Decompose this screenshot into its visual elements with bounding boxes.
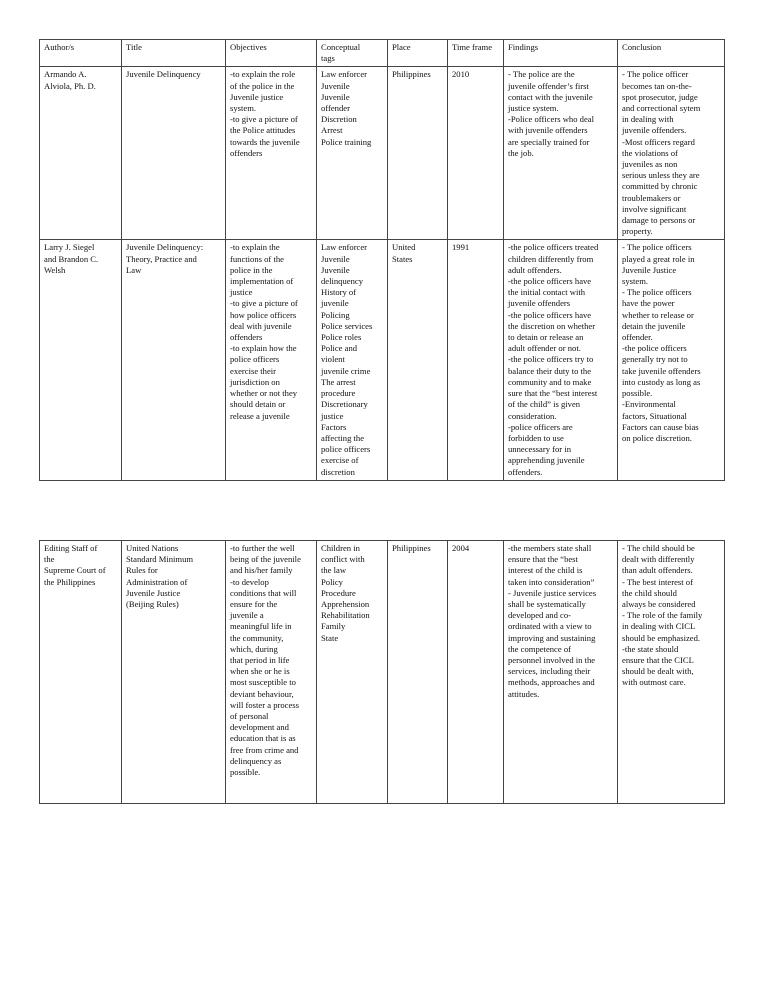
header-findings: Findings	[504, 40, 618, 67]
cell-author: Editing Staff of the Supreme Court of the Philippines	[40, 541, 122, 804]
table-header-row	[40, 40, 725, 67]
cell-tags: Children in conflict with the law Policy Procedure Apprehension Rehabilitation Family State	[317, 541, 388, 804]
cell-title: Juvenile Delinquency	[122, 67, 226, 240]
cell-title: United Nations Standard Minimum Rules for Administration of Juvenile Justice (Beijing Rules)	[122, 541, 226, 804]
header-conclusion: Conclusion	[618, 40, 725, 67]
cell-objectives: -to explain the functions of the police in the implementation of justice -to give a picture of how police officers deal with juvenile offenders -to explain how the police officers exercise their jurisdiction on whether or not they should detain or release a juvenile	[226, 240, 317, 480]
cell-tags: Law enforcer Juvenile Juvenile delinquency History of juvenile Policing Police services Police roles Police and violent juvenile crime The arrest procedure Discretionary justice Factors affecting the police officers exercise of discretion	[317, 240, 388, 480]
header-time-frame: Time frame	[448, 40, 504, 67]
table-row	[40, 541, 725, 804]
cell-findings: -the police officers treated children differently from adult offenders. -the police officers have the initial contact with juvenile offenders -the police officers have the discretion on whether to detain or release an adult offender or not. -the police officers try to balance their duty to the community and to make sure that the “best interest of the child” is given consideration. -police officers are forbidden to use unnecessary for in apprehending juvenile offenders.	[504, 240, 618, 480]
table-row	[40, 67, 725, 240]
cell-time-frame: 2004	[448, 541, 504, 804]
cell-conclusion: - The child should be dealt with differently than adult offenders. - The best interest of the child should always be considered - The role of the family in dealing with CICL should be emphasized. -the state should ensure that the CICL should be dealt with, with outmost care.	[618, 541, 725, 804]
header-objectives: Objectives	[226, 40, 317, 67]
cell-conclusion: - The police officer becomes tan on-the- spot prosecutor, judge and correctional sytem in dealing with juvenile offenders. -Most officers regard the violations of juveniles as non serious unless they are committed by chronic troublemakers or involve significant damage to persons or property.	[618, 67, 725, 240]
table-row	[40, 240, 725, 480]
cell-place: Philippines	[388, 67, 448, 240]
header-author: Author/s	[40, 40, 122, 67]
cell-author: Larry J. Siegel and Brandon C. Welsh	[40, 240, 122, 480]
cell-conclusion: - The police officers played a great role in Juvenile Justice system. - The police officers have the power whether to release or detain the juvenile offender. -the police officers generally try not to take juvenile offenders into custody as long as possible. -Environmental factors, Situational Factors can cause bias on police discretion.	[618, 240, 725, 480]
header-title: Title	[122, 40, 226, 67]
cell-time-frame: 1991	[448, 240, 504, 480]
cell-objectives: -to further the well being of the juvenile and his/her family -to develop conditions that will ensure for the juvenile a meaningful life in the community, which, during that period in life when she or he is most susceptible to deviant behaviour, will foster a process of personal development and education that is as free from crime and delinquency as possible.	[226, 541, 317, 804]
literature-table-continued	[39, 540, 725, 804]
header-place: Place	[388, 40, 448, 67]
cell-tags: Law enforcer Juvenile Juvenile offender Discretion Arrest Police training	[317, 67, 388, 240]
literature-table	[39, 39, 725, 481]
cell-time-frame: 2010	[448, 67, 504, 240]
cell-findings: - The police are the juvenile offender’s first contact with the juvenile justice system. -Police officers who deal with juvenile offenders are specially trained for the job.	[504, 67, 618, 240]
header-conceptual-tags: Conceptual tags	[317, 40, 388, 67]
cell-place: Philippines	[388, 541, 448, 804]
cell-findings: -the members state shall ensure that the “best interest of the child is taken into consideration” - Juvenile justice services shall be systematically developed and co- ordinated with a view to improving and sustaining the competence of personnel involved in the services, including their methods, approaches and attitudes.	[504, 541, 618, 804]
cell-title: Juvenile Delinquency: Theory, Practice and Law	[122, 240, 226, 480]
cell-objectives: -to explain the role of the police in the Juvenile justice system. -to give a picture of the Police attitudes towards the juvenile offenders	[226, 67, 317, 240]
cell-author: Armando A. Alviola, Ph. D.	[40, 67, 122, 240]
cell-place: United States	[388, 240, 448, 480]
